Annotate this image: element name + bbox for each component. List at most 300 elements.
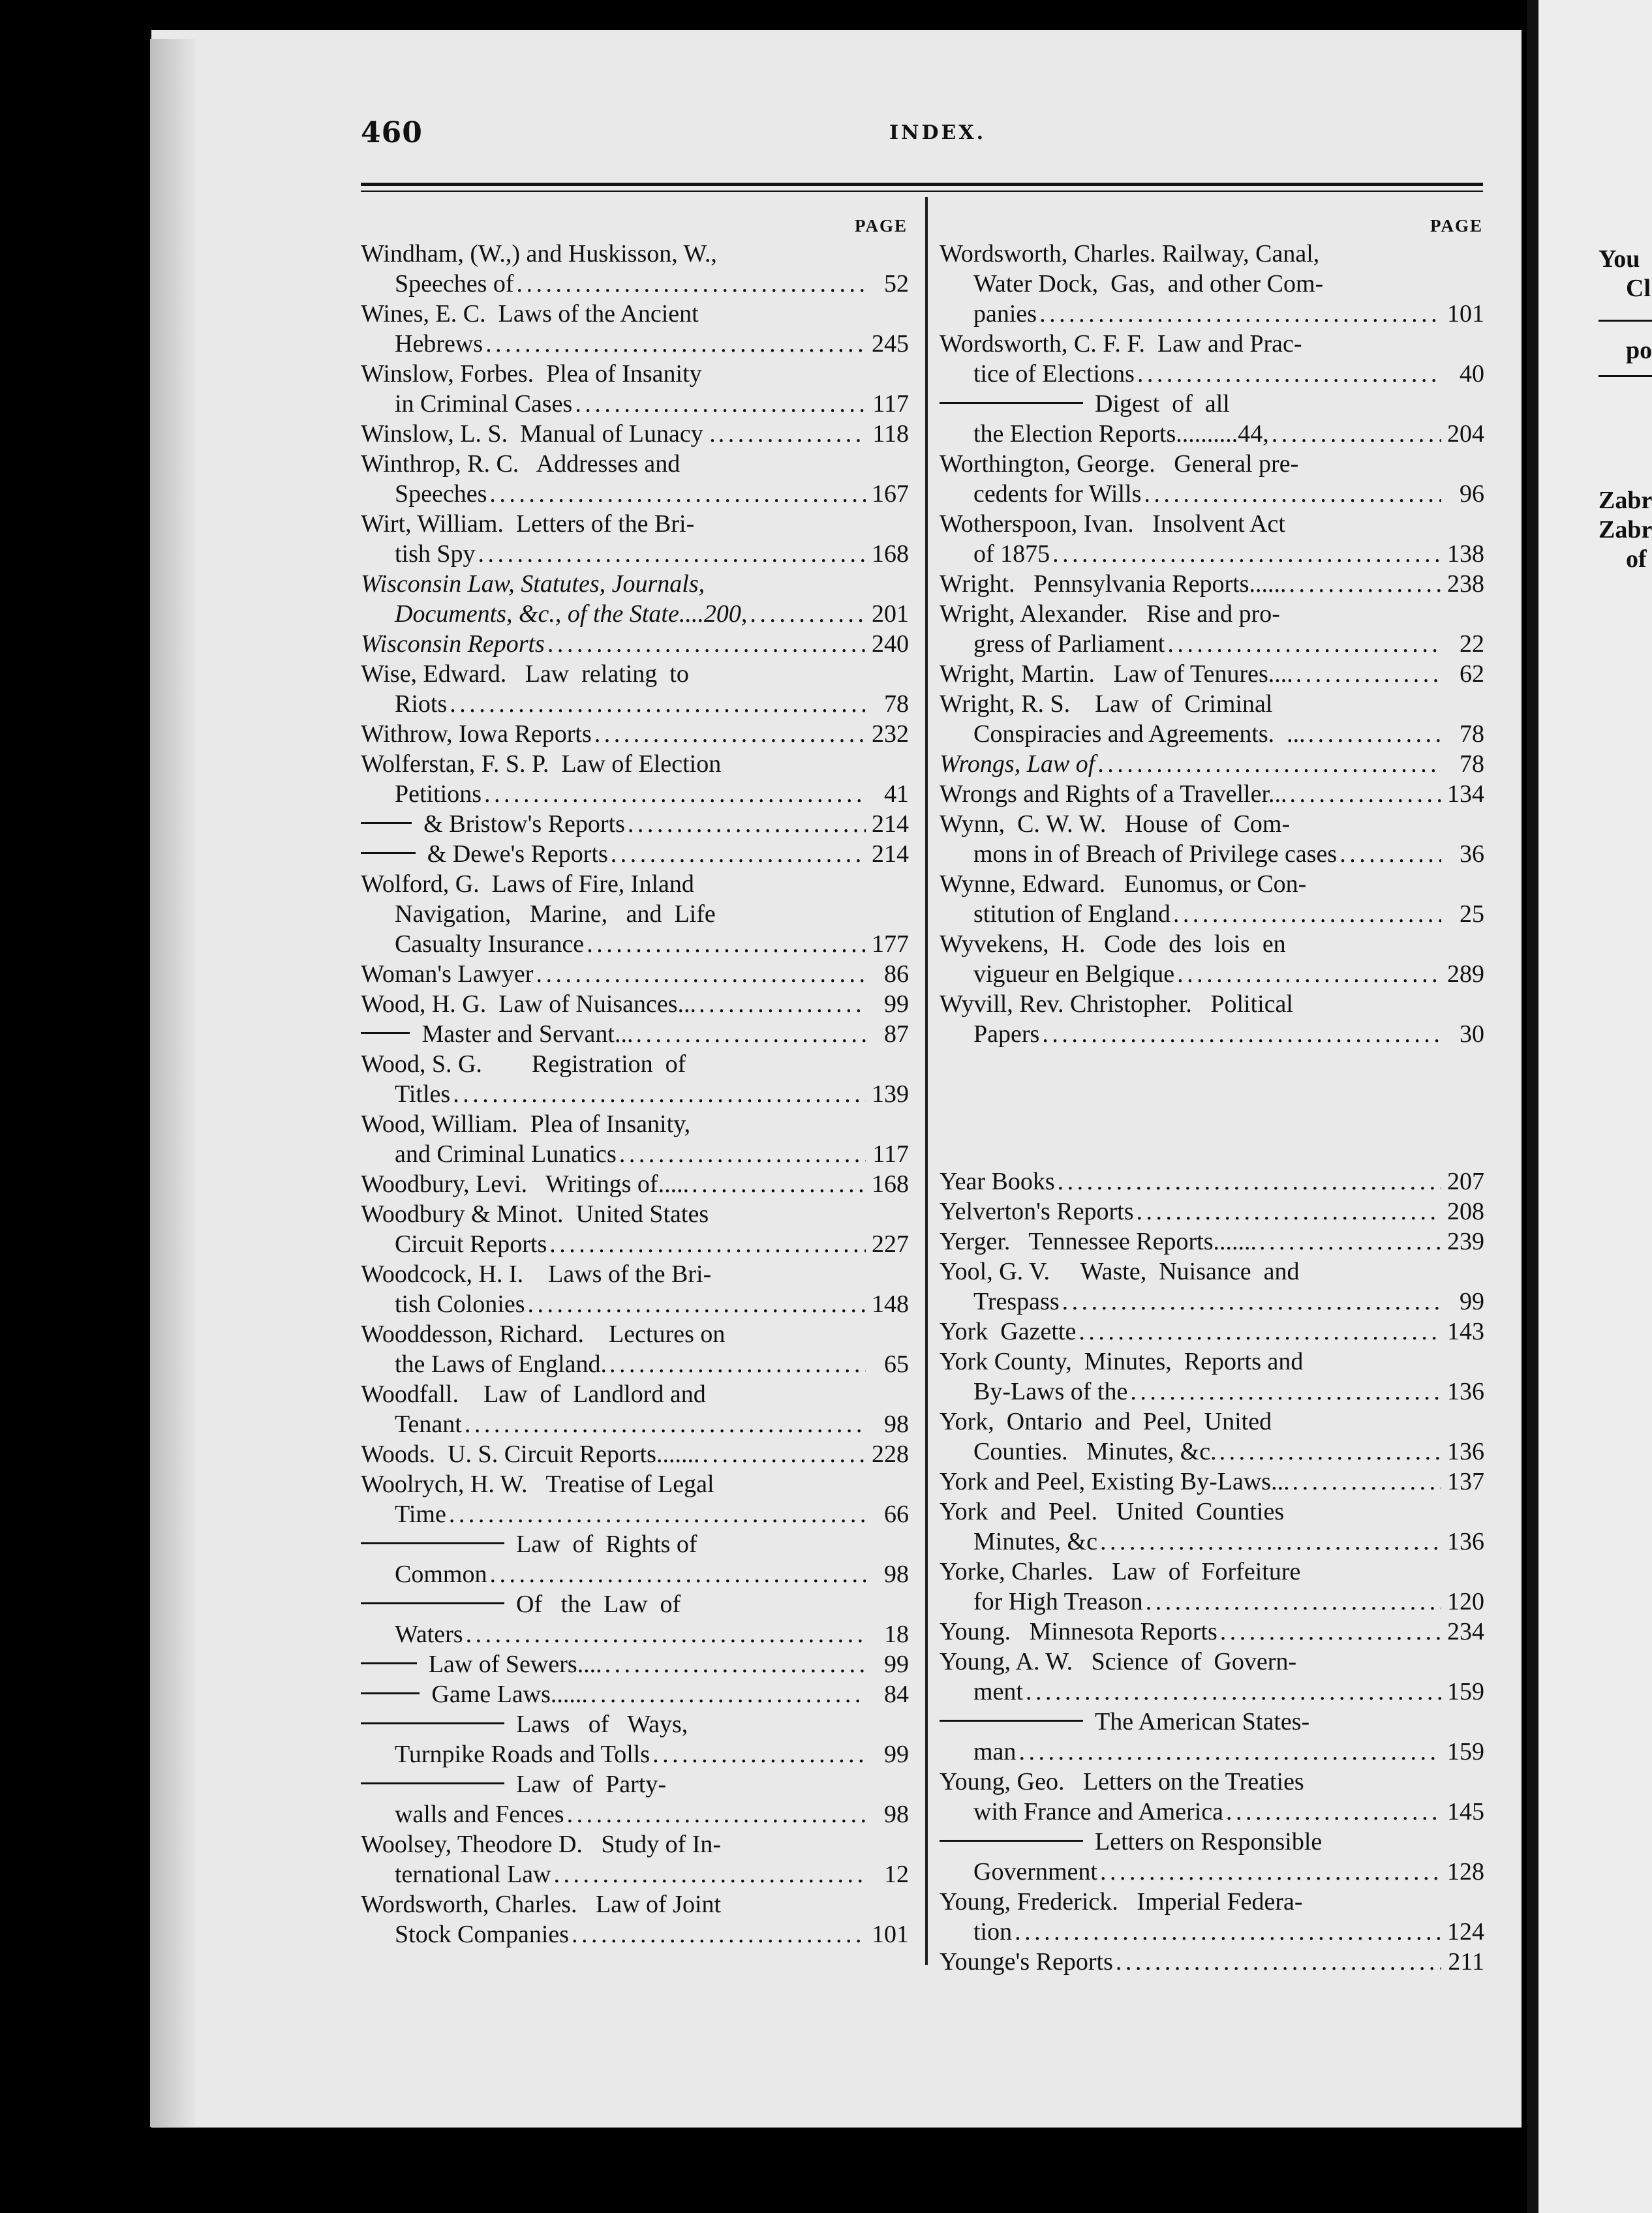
leader-dots <box>1116 1947 1441 1977</box>
entry-text: The American States- <box>1095 1708 1310 1735</box>
column-divider <box>925 197 928 1965</box>
leader-dots <box>484 779 866 809</box>
entry-page-number: 84 <box>884 1681 909 1708</box>
entry-page-number: 177 <box>872 930 909 958</box>
entry-text: York Gazette <box>940 1318 1077 1345</box>
index-entry-line <box>940 719 1484 749</box>
leader-dots <box>536 959 866 989</box>
entry-text: York and Peel. United Counties <box>940 1498 1285 1525</box>
book-spine <box>1527 0 1538 2213</box>
entry-page-number: 208 <box>1447 1198 1484 1225</box>
entry-text: By-Laws of the <box>973 1378 1128 1405</box>
leader-dots <box>1339 839 1441 869</box>
entry-text: Waters <box>395 1621 463 1648</box>
entry-text: Wines, E. C. Laws of the Ancient <box>361 300 699 328</box>
entry-text: cedents for Wills <box>973 480 1142 508</box>
entry-page-number: 136 <box>1447 1438 1484 1465</box>
entry-text: Winslow, L. S. Manual of Lunacy . <box>361 420 716 448</box>
entry-text: ment <box>973 1678 1023 1705</box>
leader-dots <box>554 1859 866 1889</box>
index-entry-line <box>361 869 909 899</box>
index-entry-line <box>940 1677 1484 1707</box>
entry-text: Speeches <box>395 480 487 508</box>
entry-text: Wood, S. G. Registration of <box>361 1050 686 1078</box>
entry-page-number: 168 <box>872 540 909 568</box>
leader-dots <box>594 719 866 749</box>
entry-page-number: 99 <box>884 990 909 1018</box>
entry-text: Government <box>973 1858 1097 1885</box>
entry-text: Wooddesson, Richard. Lectures on <box>361 1320 726 1348</box>
leader-dots <box>1052 539 1441 569</box>
entry-text: Wyvekens, H. Code des lois en <box>940 930 1286 958</box>
index-entry-line <box>361 1709 909 1739</box>
entry-page-number: 239 <box>1447 1228 1484 1255</box>
entry-page-number: 117 <box>872 1140 909 1168</box>
ditto-dash <box>940 1840 1083 1842</box>
entry-text: Woodbury, Levi. Writings of..... <box>361 1170 690 1198</box>
entry-page-number: 78 <box>1460 720 1484 748</box>
facing-fragment: Zabr <box>1598 516 1652 543</box>
entry-text: Wise, Edward. Law relating to <box>361 660 689 688</box>
index-entry-line <box>940 1227 1484 1257</box>
entry-text: Casualty Insurance <box>395 930 585 958</box>
entry-text: Worthington, George. General pre- <box>940 450 1299 478</box>
index-entry-line <box>361 689 909 719</box>
entry-page-number: 117 <box>872 390 909 418</box>
header-rule-thick <box>361 183 1483 186</box>
index-entry-line <box>361 899 909 929</box>
index-entry-line <box>940 389 1484 419</box>
entry-page-number: 136 <box>1447 1528 1484 1555</box>
index-entry-line <box>940 1527 1484 1557</box>
entry-text: Wrongs and Rights of a Traveller... <box>940 780 1287 808</box>
index-entry-line <box>940 659 1484 689</box>
entry-page-number: 227 <box>872 1230 909 1258</box>
page-header <box>361 116 1483 155</box>
entry-text: Laws of Ways, <box>516 1711 688 1738</box>
leader-dots <box>1173 899 1441 929</box>
ditto-dash <box>361 1542 504 1544</box>
entry-page-number: 30 <box>1460 1020 1484 1048</box>
entry-text: panies <box>973 300 1037 328</box>
entry-page-number: 22 <box>1460 630 1484 658</box>
ditto-dash <box>940 1720 1083 1722</box>
index-entry-line <box>361 1799 909 1829</box>
facing-fragment: of <box>1626 545 1647 573</box>
index-entry-line <box>940 1019 1484 1049</box>
entry-page-number: 159 <box>1447 1738 1484 1765</box>
index-entry-line <box>940 1887 1484 1917</box>
leader-dots <box>465 1409 866 1439</box>
entry-text: the Election Reports..........44, <box>973 420 1269 448</box>
entry-page-number: 134 <box>1447 780 1484 808</box>
section-gap <box>940 1049 1484 1167</box>
entry-text: Wynn, C. W. W. House of Com- <box>940 810 1291 838</box>
index-entry-line <box>361 569 909 599</box>
leader-dots <box>547 629 866 659</box>
entry-page-number: 228 <box>872 1441 909 1468</box>
index-entry-line <box>940 569 1484 599</box>
entry-text: Circuit Reports <box>395 1230 547 1258</box>
index-entry-line <box>361 1199 909 1229</box>
entry-page-number: 99 <box>884 1741 909 1768</box>
index-entry-line <box>361 929 909 959</box>
entry-text: Woodbury & Minot. United States <box>361 1200 709 1228</box>
entry-page-number: 289 <box>1447 960 1484 988</box>
entry-text: ternational Law <box>395 1861 551 1888</box>
entry-text: Law of Rights of <box>516 1531 697 1558</box>
entry-text: of 1875 <box>973 540 1050 568</box>
index-entry-line <box>940 599 1484 629</box>
leader-dots <box>1293 1467 1441 1497</box>
entry-text: tish Spy <box>395 540 476 568</box>
index-entry-line <box>361 1919 909 1949</box>
leader-dots <box>1100 1527 1441 1557</box>
entry-page-number: 214 <box>872 810 909 838</box>
index-entry-line <box>361 629 909 659</box>
index-entry-line <box>940 989 1484 1019</box>
entry-page-number: 245 <box>872 330 909 358</box>
entry-text: Time <box>395 1501 446 1528</box>
leader-dots <box>1144 479 1441 509</box>
index-entry-line <box>940 479 1484 509</box>
index-entry-line <box>940 1707 1484 1737</box>
entry-list-w <box>940 239 1484 1049</box>
entry-page-number: 52 <box>884 270 909 298</box>
entry-text: vigueur en Belgique <box>973 960 1175 988</box>
entry-text: Yelverton's Reports <box>940 1198 1134 1225</box>
entry-text: Wright. Pennsylvania Reports...... <box>940 570 1287 598</box>
leader-dots <box>567 1799 866 1829</box>
leader-dots <box>1062 1287 1441 1317</box>
index-entry-line <box>940 1287 1484 1317</box>
index-entry-line <box>940 1947 1484 1977</box>
entry-text: Wynne, Edward. Eunomus, or Con- <box>940 870 1307 898</box>
entry-text: Yerger. Tennessee Reports....... <box>940 1228 1257 1255</box>
entry-text: Titles <box>395 1080 451 1108</box>
index-entry-line <box>940 1257 1484 1287</box>
facing-rule <box>1598 320 1652 322</box>
ditto-dash <box>361 1032 410 1034</box>
entry-text: Year Books <box>940 1168 1055 1195</box>
entry-text: Stock Companies <box>395 1921 570 1948</box>
index-entry-line <box>361 269 909 299</box>
entry-text: Wood, William. Plea of Insanity, <box>361 1110 691 1138</box>
leader-dots <box>652 1739 866 1769</box>
entry-text: Game Laws...... <box>431 1681 588 1708</box>
ditto-dash <box>361 1722 504 1724</box>
entry-page-number: 120 <box>1447 1588 1484 1615</box>
entry-text: Letters on Responsible <box>1095 1828 1323 1855</box>
leader-dots <box>587 929 866 959</box>
entry-text: Wyvill, Rev. Christopher. Political <box>940 990 1293 1018</box>
leader-dots <box>1137 1197 1442 1227</box>
index-entry-line <box>361 1469 909 1499</box>
entry-text: Yorke, Charles. Law of Forfeiture <box>940 1558 1301 1585</box>
running-head: INDEX. <box>889 121 987 144</box>
header-rule-thin <box>361 191 1483 192</box>
page-number: 460 <box>361 116 423 149</box>
leader-dots <box>1146 1587 1441 1617</box>
index-entry-line <box>940 1407 1484 1437</box>
entry-page-number: 86 <box>884 960 909 988</box>
index-entry-line <box>940 1797 1484 1827</box>
entry-text: & Bristow's Reports <box>423 810 625 838</box>
entry-text: Younge's Reports <box>940 1948 1113 1976</box>
entry-page-number: 18 <box>884 1621 909 1648</box>
index-entry-line <box>361 1289 909 1319</box>
entry-page-number: 240 <box>872 630 909 658</box>
index-entry-line <box>940 539 1484 569</box>
index-entry-line <box>940 1647 1484 1677</box>
leader-dots <box>635 1019 866 1049</box>
entry-text: Petitions <box>395 780 482 808</box>
leader-dots <box>549 1229 866 1259</box>
entry-text: walls and Fences <box>395 1801 564 1828</box>
entry-page-number: 207 <box>1447 1168 1484 1195</box>
entry-text: Wright, R. S. Law of Criminal <box>940 690 1273 718</box>
entry-text: Law of Party- <box>516 1771 667 1798</box>
entry-page-number: 101 <box>1447 300 1484 328</box>
index-entry-line <box>361 1559 909 1589</box>
entry-text: Documents, &c., of the State....200, <box>395 600 748 628</box>
index-entry-line <box>940 1617 1484 1647</box>
index-entry-line <box>940 1827 1484 1857</box>
entry-text: Wordsworth, Charles. Railway, Canal, <box>940 240 1320 267</box>
entry-text: Windham, (W.,) and Huskisson, W., <box>361 240 717 267</box>
leader-dots <box>450 689 866 719</box>
index-entry-line <box>940 1857 1484 1887</box>
entry-page-number: 36 <box>1460 840 1484 868</box>
entry-text: Wolford, G. Laws of Fire, Inland <box>361 870 694 898</box>
entry-text: Young, Geo. Letters on the Treaties <box>940 1768 1304 1795</box>
entry-text: Woodcock, H. I. Laws of the Bri- <box>361 1260 712 1288</box>
index-entry-line <box>361 1739 909 1769</box>
entry-page-number: 136 <box>1447 1378 1484 1405</box>
index-entry-line <box>361 539 909 569</box>
index-entry-line <box>940 869 1484 899</box>
index-entry-line <box>940 269 1484 299</box>
entry-text: Yool, G. V. Waste, Nuisance and <box>940 1258 1300 1285</box>
entry-text: Navigation, Marine, and Life <box>395 900 716 928</box>
entry-text: Water Dock, Gas, and other Com- <box>973 270 1324 298</box>
entry-text: Winthrop, R. C. Addresses and <box>361 450 681 478</box>
index-entry-line <box>361 989 909 1019</box>
entry-text: mons in of Breach of Privilege cases <box>973 840 1338 868</box>
entry-page-number: 201 <box>872 600 909 628</box>
entry-text: Wisconsin Reports <box>361 630 545 658</box>
leader-dots <box>1289 569 1441 599</box>
entry-text: York and Peel, Existing By-Laws... <box>940 1468 1290 1495</box>
leader-dots <box>453 1079 866 1109</box>
entry-page-number: 99 <box>884 1651 909 1678</box>
leader-dots <box>628 809 866 839</box>
index-entry-line <box>361 1349 909 1379</box>
entry-text: in Criminal Cases <box>395 390 573 418</box>
entry-text: Young, A. W. Science of Govern- <box>940 1648 1297 1675</box>
ditto-dash <box>361 852 416 854</box>
leader-dots <box>575 389 866 419</box>
entry-list-y <box>940 1167 1484 1977</box>
entry-text: with France and America <box>973 1798 1224 1825</box>
entry-text: York, Ontario and Peel, United <box>940 1408 1272 1435</box>
index-entry-line <box>940 1197 1484 1227</box>
entry-page-number: 145 <box>1447 1798 1484 1825</box>
leader-dots <box>1130 1377 1441 1407</box>
index-entry-line <box>940 509 1484 539</box>
index-entry-line <box>361 809 909 839</box>
index-entry-line <box>361 599 909 629</box>
index-entry-line <box>361 1409 909 1439</box>
index-entry-line <box>361 1379 909 1409</box>
index-entry-line <box>940 689 1484 719</box>
leader-dots <box>1219 1437 1441 1467</box>
leader-dots <box>1226 1797 1441 1827</box>
index-entry-line <box>940 449 1484 479</box>
entry-text: tice of Elections <box>973 360 1135 388</box>
entry-page-number: 143 <box>1447 1318 1484 1345</box>
index-entry-line <box>361 1319 909 1349</box>
leader-dots <box>1177 959 1441 989</box>
index-entry-line <box>361 1649 909 1679</box>
entry-text: Young, Frederick. Imperial Federa- <box>940 1888 1303 1915</box>
entry-page-number: 41 <box>884 780 909 808</box>
entry-text: Common <box>395 1561 487 1588</box>
index-entry-line <box>940 1497 1484 1527</box>
entry-text: Wotherspoon, Ivan. Insolvent Act <box>940 510 1285 538</box>
entry-text: Turnpike Roads and Tolls <box>395 1741 650 1768</box>
facing-fragment: Cl <box>1626 275 1651 302</box>
entry-text: Wordsworth, C. F. F. Law and Prac- <box>940 330 1302 358</box>
leader-dots <box>572 1919 866 1949</box>
entry-page-number: 214 <box>872 840 909 868</box>
entry-text: stitution of England <box>973 900 1170 928</box>
entry-text: Wisconsin Law, Statutes, Journals, <box>361 570 705 598</box>
index-entry-line <box>361 1109 909 1139</box>
entry-text: York County, Minutes, Reports and <box>940 1348 1304 1375</box>
index-entry-line <box>940 1317 1484 1347</box>
index-entry-line <box>940 929 1484 959</box>
entry-text: Wright, Martin. Law of Tenures.... <box>940 660 1293 688</box>
leader-dots <box>478 539 866 569</box>
index-entry-line <box>361 329 909 359</box>
facing-fragment: Zabr <box>1598 487 1652 514</box>
index-entry-line <box>361 299 909 329</box>
index-entry-line <box>940 779 1484 809</box>
index-entry-line <box>361 359 909 389</box>
entry-text: Winslow, Forbes. Plea of Insanity <box>361 360 702 388</box>
leader-dots <box>611 839 866 869</box>
index-entry-line <box>361 449 909 479</box>
leader-dots <box>528 1289 866 1319</box>
index-entry-line <box>940 359 1484 389</box>
leader-dots <box>517 269 866 299</box>
entry-list <box>361 239 909 1949</box>
ditto-dash <box>361 822 412 824</box>
entry-page-number: 139 <box>872 1080 909 1108</box>
index-entry-line <box>361 1169 909 1199</box>
leader-dots <box>699 989 866 1019</box>
index-entry-line <box>940 1587 1484 1617</box>
leader-dots <box>489 1559 866 1589</box>
ditto-dash <box>361 1782 504 1784</box>
index-entry-line <box>361 1769 909 1799</box>
leader-dots <box>1015 1917 1441 1947</box>
entry-text: Speeches of <box>395 270 514 298</box>
page-column-label: PAGE <box>1430 216 1483 236</box>
entry-text: Riots <box>395 690 448 718</box>
entry-page-number: 168 <box>872 1170 909 1198</box>
ditto-dash <box>940 402 1083 404</box>
entry-text: Digest of all <box>1095 390 1230 418</box>
entry-page-number: 62 <box>1460 660 1484 688</box>
index-entry-line <box>940 1767 1484 1797</box>
entry-page-number: 98 <box>884 1411 909 1438</box>
entry-text: Of the Law of <box>516 1591 681 1618</box>
entry-page-number: 66 <box>884 1501 909 1528</box>
index-entry-line <box>361 839 909 869</box>
entry-page-number: 138 <box>1447 540 1484 568</box>
entry-page-number: 98 <box>884 1561 909 1588</box>
index-entry-line <box>361 1499 909 1529</box>
entry-text: Woods. U. S. Circuit Reports....... <box>361 1441 700 1468</box>
index-entry-line <box>940 1737 1484 1767</box>
index-entry-line <box>361 749 909 779</box>
entry-text: Wordsworth, Charles. Law of Joint <box>361 1891 722 1918</box>
leader-dots <box>750 599 866 629</box>
entry-page-number: 78 <box>884 690 909 718</box>
entry-page-number: 148 <box>872 1290 909 1318</box>
entry-text: & Dewe's Reports <box>427 840 608 868</box>
entry-text: Wolferstan, F. S. P. Law of Election <box>361 750 722 778</box>
index-entry-line <box>940 1437 1484 1467</box>
facing-fragment: You <box>1598 245 1640 273</box>
leader-dots <box>1272 419 1441 449</box>
leader-dots <box>1167 629 1441 659</box>
leader-dots <box>1220 1617 1441 1647</box>
index-entry-line <box>361 1889 909 1919</box>
entry-page-number: 12 <box>884 1861 909 1888</box>
page-edge-shadow <box>150 39 196 2127</box>
index-entry-line <box>361 1589 909 1619</box>
page-column-label: PAGE <box>855 216 908 236</box>
entry-page-number: 128 <box>1447 1858 1484 1885</box>
entry-page-number: 101 <box>872 1921 909 1948</box>
entry-text: Wrongs, Law of <box>940 750 1095 778</box>
entry-text: man <box>973 1738 1017 1765</box>
leader-dots <box>702 1439 866 1469</box>
entry-page-number: 40 <box>1460 360 1484 388</box>
entry-text: Law of Sewers.... <box>428 1651 602 1678</box>
ditto-dash <box>361 1662 417 1664</box>
entry-text: Papers <box>973 1020 1040 1048</box>
entry-text: Woolrych, H. W. Treatise of Legal <box>361 1471 714 1498</box>
index-column-right <box>940 213 1484 1977</box>
entry-text: Wright, Alexander. Rise and pro- <box>940 600 1280 628</box>
index-entry-line <box>940 809 1484 839</box>
entry-text: tish Colonies <box>395 1290 525 1318</box>
index-entry-line <box>361 419 909 449</box>
leader-dots <box>1026 1677 1441 1707</box>
entry-text: for High Treason <box>973 1588 1143 1615</box>
entry-text: Woman's Lawyer <box>361 960 534 988</box>
leader-dots <box>466 1619 866 1649</box>
index-entry-line <box>940 329 1484 359</box>
leader-dots <box>1058 1167 1441 1197</box>
entry-text: Trespass <box>973 1288 1060 1315</box>
entry-text: Master and Servant... <box>421 1020 634 1048</box>
entry-page-number: 87 <box>884 1020 909 1048</box>
